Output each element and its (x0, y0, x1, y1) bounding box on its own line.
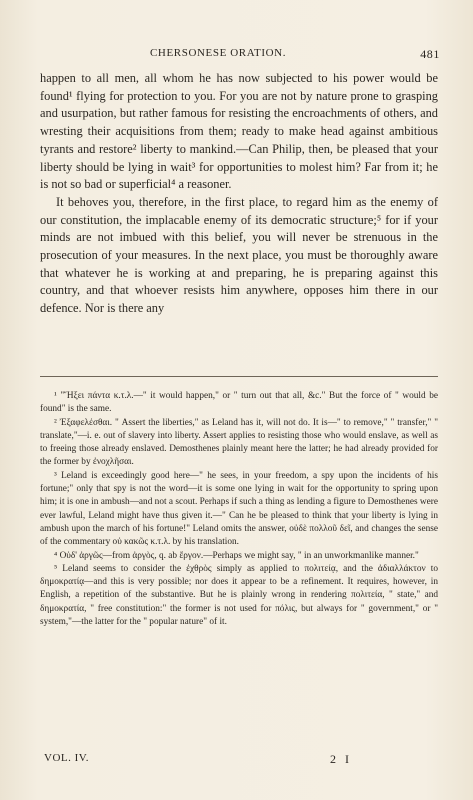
running-title: CHERSONESE ORATION. (150, 47, 287, 59)
page-number: 481 (420, 47, 440, 61)
paragraph: It behoves you, therefore, in the first place, to regard him as the enemy of our constitution, the implacable enemy of its democratic structure;⁵ for if your minds are not imbued with this belief, you will never be strenuous in the prosecution of your measures. In the next place, you must be thoroughly aware that whatever he is working at and preparing, he is preparing against this country, and that whoever resists him anywhere, opposes him there in our defence. Nor is there any (40, 194, 438, 316)
paragraph-continued: happen to all men, all whom he has now subjected to his power would be found¹ flying for protection to you. For you are not by nature prone to grasping and usurpation, but rather famous for resisting the encroachments of others, and wresting their acquisitions from them; ready to make head against ambitious tyrants and restore² liberty to mankind.—Can Philip, then, be pleased that your liberty should be lying in wait³ for opportunities to molest him? Far from it; he is not so bad or superficial⁴ a reasoner. (40, 71, 438, 192)
volume-label: VOL. IV. (44, 752, 90, 764)
footnote-2: ² Ἐξαφελέσθαι. " Assert the liberties," as Leland has it, will not do. It is—" to remove," " transfer," " translate,"—i. e. out of slavery into liberty. Assert applies to resisting those who would enslave, as well as to freeing those already enslaved. Demosthenes plainly meant here the latter; he had already provided for the former by ἐνοχλῆσαι. (40, 417, 438, 468)
main-text (40, 70, 438, 318)
footnote-3: ³ Leland is exceedingly good here—" he sees, in your freedom, a spy upon the incidents of his fortune;" only that spy is not the word—it is some one lying in wait for the opportunity to spring upon him; it is one in ambush—and not a scout. Perhaps if such a thing as lending a figure to Demosthenes were ever lawful, Leland might have thus given it.—" Can he be pleased to think that your liberty is lying in ambush upon the march of his fortune!" Leland omits the answer, οὐδὲ πολλοῦ δεῖ, and changes the sense of the commentary οὐ κακῶς κ.τ.λ. by his translation. (40, 470, 438, 548)
footnote-1: ¹ "Ἥξει πάντα κ.τ.λ.—" it would happen," or " turn out that all, &c." But the force of " would be found" is the same. (40, 391, 438, 415)
running-header (40, 47, 440, 61)
footnote-5: ⁵ Leland seems to consider the ἐχθρὸς simply as applied to πολιτείᾳ, and the ἀδιαλλάκτον to δημοκρατίᾳ—and this is very possible; nor does it appear to be a refinement. It requires, however, in English, a repetition of the substantive. But he is plainly wrong in rendering πολιτεία, " state," and δημοκρατία, " free constitution:" the former is not used for πόλις, but always for " government," or " system,"—the latter for the " popular nature" of it. (40, 563, 438, 628)
footnotes (40, 390, 438, 629)
page-footer (44, 752, 440, 768)
footnote-4: ⁴ Οὐδ' ἀργῶς—from ἀργὸς, q. ab ἔργον.—Perhaps we might say, " in an unworkmanlike manner." (54, 550, 419, 561)
signature-mark: 2 I (330, 752, 352, 766)
footnote-divider (40, 376, 438, 377)
